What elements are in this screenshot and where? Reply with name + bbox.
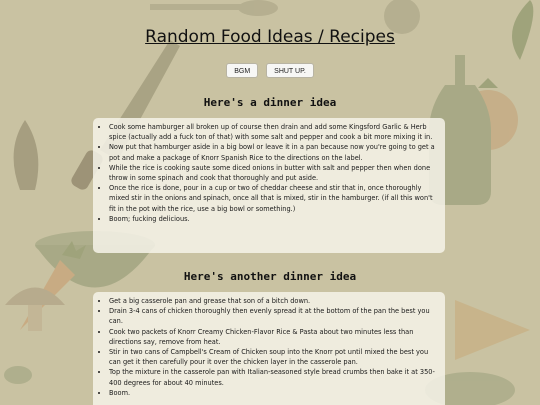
recipe-step: • Drain 3-4 cans of chicken thoroughly then evenly spread it at the bottom of the pan the best you can.: [109, 306, 439, 326]
recipe-card-another-dinner-idea: [93, 292, 445, 405]
recipe-step: • Top the mixture in the casserole pan with Italian-seasoned style bread crumbs then bake it at 350-400 degrees for about 40 minutes.: [109, 367, 439, 387]
recipe-step: • Boom.: [109, 388, 439, 398]
recipe-card-dinner-idea: [93, 118, 445, 253]
section-heading-dinner-idea: Here's a dinner idea: [203, 96, 337, 109]
recipe-step: • Stir in two cans of Campbell's Cream of Chicken soup into the Knorr pot until mixed the best you can get it then carefully pour it over the chicken layer in the casserole pan.: [109, 347, 439, 367]
recipe-step: • Once the rice is done, pour in a cup or two of cheddar cheese and stir that in, once thoroughly mixed stir in the onions and spinach, once all that is mixed, stir in the hamburger. (if all this won't fit in the pot with the rice, use a big bowl or something.): [109, 183, 439, 214]
recipe-step: • Cook two packets of Knorr Creamy Chicken-Flavor Rice & Pasta about two minutes less than directions say, remove from heat.: [109, 327, 439, 347]
recipe-step: • Now put that hamburger aside in a big bowl or leave it in a pan because now you're going to get a pot and make a package of Knorr Spanish Rice to the directions on the label.: [109, 142, 439, 162]
recipe-step: • While the rice is cooking saute some diced onions in butter with salt and pepper then when done throw in some spinach and cook that thoroughly and put aside.: [109, 163, 439, 183]
recipe-steps-list: [100, 122, 439, 224]
bgm-button[interactable]: BGM: [226, 63, 258, 78]
recipe-step: • Boom; fucking delicious.: [109, 214, 439, 224]
recipe-steps-list: [100, 296, 439, 398]
recipe-step: • Cook some hamburger all broken up of course then drain and add some Kingsford Garlic & Herb spice (actually add a fuck ton of that) with some salt and pepper and cook a bit more mixing it in.: [109, 122, 439, 142]
audio-controls: [0, 63, 540, 78]
section-heading-another-dinner-idea: Here's another dinner idea: [183, 270, 357, 283]
shut-up-button[interactable]: SHUT UP.: [266, 63, 314, 78]
recipe-step: • Get a big casserole pan and grease that son of a bitch down.: [109, 296, 439, 306]
page-title: Random Food Ideas / Recipes: [145, 27, 395, 47]
